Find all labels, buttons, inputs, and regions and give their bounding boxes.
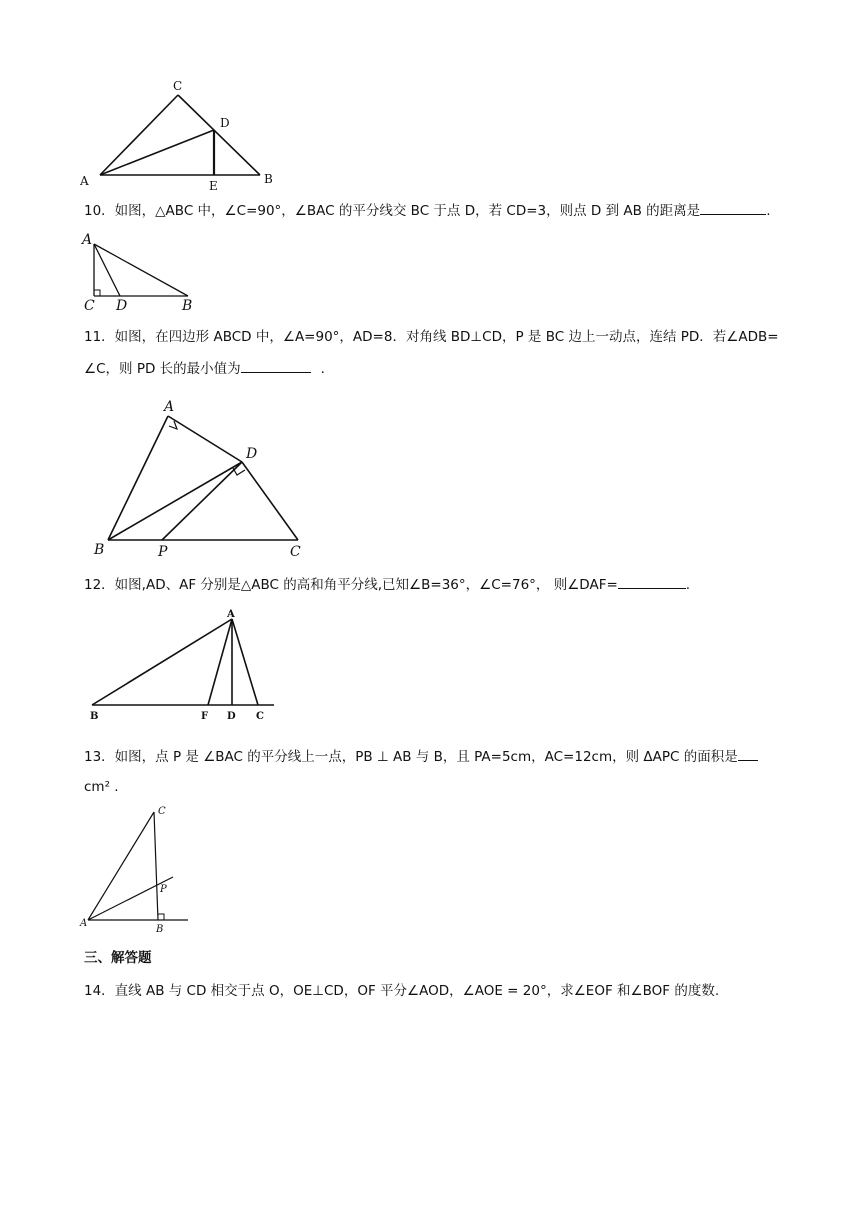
- right-angle-mark-b: [158, 914, 164, 920]
- question-10: 10．如图，△ABC 中，∠C=90°，∠BAC 的平分线交 BC 于点 D，若 CD=3，则点 D 到 AB 的距离是 .: [84, 200, 770, 222]
- label-b: B: [156, 924, 164, 935]
- label-d: D: [220, 116, 230, 130]
- right-angle-mark-c: [94, 290, 100, 296]
- section-heading-3: 三、解答题: [84, 950, 152, 966]
- question-13-line2: cm² .: [84, 779, 119, 795]
- right-angle-mark-a: [169, 421, 177, 429]
- figure-11-quadrilateral: [90, 392, 320, 562]
- answer-blank-10: [700, 200, 766, 215]
- label-a: A: [227, 609, 235, 620]
- segment-ad: [100, 130, 214, 175]
- question-14: 14．直线 AB 与 CD 相交于点 O，OE⊥CD，OF 平分∠AOD，∠AOE = 20°，求∠EOF 和∠BOF 的度数.: [84, 983, 720, 999]
- label-d: D: [227, 711, 236, 722]
- label-e: E: [209, 179, 218, 193]
- answer-blank-13: [738, 746, 758, 761]
- answer-blank-11: [241, 358, 311, 373]
- figure-triangle-abc-de: [78, 78, 288, 193]
- question-13-line1: 13．如图，点 P 是 ∠BAC 的平分线上一点，PB ⊥ AB 与 B，且 PA=5cm，AC=12cm，则 ΔAPC 的面积是: [84, 746, 758, 768]
- segment-cb: [154, 812, 158, 920]
- figure-12-triangle-heights: [84, 605, 284, 725]
- label-c: C: [290, 544, 301, 560]
- segment-ac: [232, 619, 258, 705]
- question-12: 12．如图,AD、AF 分别是△ABC 的高和角平分线,已知∠B=36°，∠C=76°， 则∠DAF= .: [84, 574, 690, 596]
- label-b: B: [182, 298, 193, 314]
- figure-13-angle-bisector: [78, 802, 198, 936]
- label-b: B: [94, 542, 105, 558]
- segment-dc: [242, 462, 298, 540]
- label-p: P: [158, 544, 168, 560]
- label-b: B: [264, 172, 273, 186]
- label-a: A: [164, 399, 175, 415]
- label-b: B: [90, 711, 99, 722]
- segment-ad: [168, 416, 242, 462]
- segment-ab: [94, 244, 188, 296]
- answer-blank-12: [618, 574, 686, 589]
- figure-10-right-triangle: [82, 232, 212, 314]
- segment-cb: [178, 95, 260, 175]
- question-12-text: 12．如图,AD、AF 分别是△ABC 的高和角平分线,已知∠B=36°，∠C=76°， 则∠DAF=: [84, 577, 618, 593]
- question-11-line1: 11．如图，在四边形 ABCD 中，∠A=90°，AD=8．对角线 BD⊥CD，P 是 BC 边上一动点，连结 PD．若∠ADB=: [84, 329, 779, 345]
- label-c: C: [158, 806, 166, 817]
- segment-ac: [100, 95, 178, 175]
- question-10-text: 10．如图，△ABC 中，∠C=90°，∠BAC 的平分线交 BC 于点 D，若 CD=3，则点 D 到 AB 的距离是: [84, 203, 701, 219]
- label-a: A: [80, 918, 88, 929]
- label-c: C: [173, 79, 183, 93]
- label-c: C: [84, 298, 95, 314]
- segment-ab: [108, 416, 168, 540]
- label-a: A: [82, 232, 93, 248]
- label-c: C: [256, 711, 264, 722]
- label-d: D: [246, 446, 258, 462]
- label-d: D: [116, 298, 128, 314]
- label-f: F: [201, 711, 209, 722]
- label-a: A: [80, 174, 89, 188]
- question-11-line2: ∠C，则 PD 长的最小值为 .: [84, 358, 325, 380]
- label-p: P: [160, 884, 167, 895]
